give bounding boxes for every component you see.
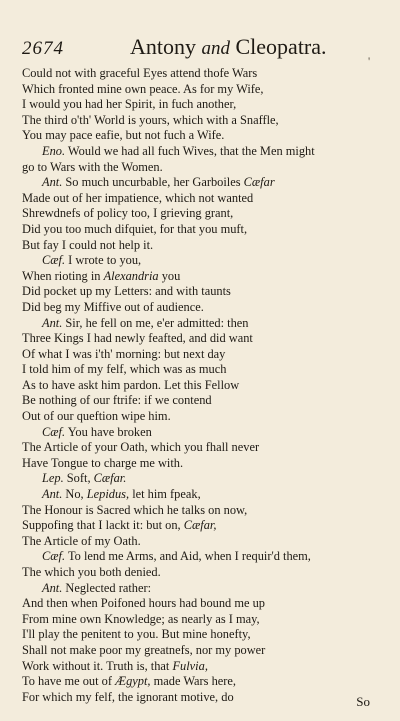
speaker-name: Lep. [42,471,64,486]
ink-mark: ' [368,54,371,68]
text-line [22,612,380,628]
text-line [22,160,380,176]
line-text: Work without it. Truth is, that [22,658,173,673]
line-text: Could not with graceful Eyes attend thofe Wars [22,66,258,80]
line-text: go to Wars with the Women. [22,159,163,174]
text-line [22,347,380,363]
text-line [22,503,380,519]
line-text: To lend me Arms, and Aid, when I requir'd them, [65,549,311,564]
italic-name: Cæfar [243,175,275,190]
italic-name: Cæfar, [183,518,217,533]
line-text: Neglected rather: [62,580,152,595]
line-text: When rioting in [22,268,104,283]
text-line [22,175,380,191]
italic-name: Cæfar. [93,471,127,486]
text-line [22,534,380,550]
line-text: You may pace eafie, but not fuch a Wife. [22,128,225,143]
text-line [22,565,380,581]
title-cleopatra: Cleopatra. [235,34,327,59]
text-line [22,643,380,659]
text-line [22,253,380,269]
text-line [22,300,380,316]
text-line [22,144,380,160]
speaker-name: Cæf. [42,424,66,439]
text-line [22,393,380,409]
text-line [22,82,380,98]
line-text: For which my felf, the ignorant motive, do [22,689,234,704]
line-text: The Article of my Oath. [22,533,141,548]
italic-name: Alexandria [103,268,159,283]
line-text: Of what I was i'th' morning: but next day [22,346,226,361]
page-number: 2674 [22,38,64,59]
text-line [22,674,380,690]
line-text: Three Kings I had newly feafted, and did want [22,331,253,346]
line-text: Soft, [63,471,94,486]
running-header [22,34,382,62]
speaker-name: Ant. [42,487,63,502]
speaker-name: Eno. [42,143,66,158]
text-line [22,66,380,82]
line-text: Be nothing of our ftrife: if we contend [22,393,212,408]
line-text: I wrote to you, [65,253,142,268]
text-line [22,191,380,207]
speaker-name: Ant. [42,315,63,330]
line-text: Shall not make poor my greatnefs, nor my power [22,642,266,657]
line-text: Did pocket up my Letters: and with taunts [22,284,231,299]
line-text: I told him of my felf, which was as much [22,362,227,377]
line-text: No, [62,487,87,502]
text-line [22,269,380,285]
line-text: Did you too much difquiet, for that you muft, [22,221,248,236]
line-text: Have Tongue to charge me with. [22,455,184,470]
line-text: So much uncurbable, her Garboiles [62,175,244,190]
text-line [22,97,380,113]
text-line [22,627,380,643]
text-line [22,331,380,347]
title-antony: Antony [130,34,196,59]
text-line [22,362,380,378]
text-line [22,222,380,238]
speaker-name: Ant. [42,580,63,595]
line-text: You have broken [65,424,152,439]
text-line [22,659,380,675]
line-text: But fay I could not help it. [22,237,154,252]
text-line [22,487,380,503]
text-line [22,113,380,129]
line-text: And then when Poifoned hours had bound me up [22,596,265,611]
text-line [22,238,380,254]
line-text: Did beg my Miffive out of audience. [22,299,204,314]
text-line [22,425,380,441]
line-text: The Honour is Sacred which he talks on now, [22,502,248,517]
line-text: Out of our queftion wipe him. [22,409,171,424]
text-line [22,206,380,222]
line-text: The Article of your Oath, which you fhall never [22,440,260,455]
text-line [22,471,380,487]
text-line [22,518,380,534]
running-title [130,34,327,60]
line-text: made Wars here, [150,674,237,689]
line-text: Which fronted mine own peace. As for my Wife, [22,81,264,96]
text-line [22,128,380,144]
italic-name: Fulvia, [172,658,208,673]
line-text: Shrewdnefs of policy too, I grieving grant, [22,206,234,221]
line-text: Sir, he fell on me, e'er admitted: then [62,315,249,330]
line-text: I'll play the penitent to you. But mine honefty, [22,627,251,642]
line-text: The third o'th' World is yours, which with a Snaffle, [22,112,279,127]
line-text: Suppofing that I lackt it: but on, [22,518,184,533]
line-text: you [158,268,181,283]
line-text: Would we had all fuch Wives, that the Men might [65,143,315,158]
line-text: The which you both denied. [22,565,161,579]
line-text: From mine own Knowledge; as nearly as I may, [22,611,260,626]
text-line [22,284,380,300]
line-text: To have me out of [22,674,116,689]
catchword: So [356,694,370,709]
speaker-name: Cæf. [42,253,66,268]
speaker-name: Cæf. [42,549,66,564]
text-line [22,456,380,472]
italic-name: Ægypt, [115,674,151,689]
text-line [22,409,380,425]
title-and: and [201,38,230,59]
line-text: let him fpeak, [129,487,201,502]
line-text: I would you had her Spirit, in fuch another, [22,97,237,112]
text-line [22,378,380,394]
text-line [22,316,380,332]
text-line [22,440,380,456]
speaker-name: Ant. [42,175,63,190]
play-text [22,66,380,705]
text-line [22,549,380,565]
text-line [22,581,380,597]
italic-name: Lepidus, [86,487,130,502]
text-line [22,596,380,612]
line-text: Made out of her impatience, which not wanted [22,190,254,205]
line-text: As to have askt him pardon. Let this Fellow [22,377,240,392]
text-line [22,690,380,706]
